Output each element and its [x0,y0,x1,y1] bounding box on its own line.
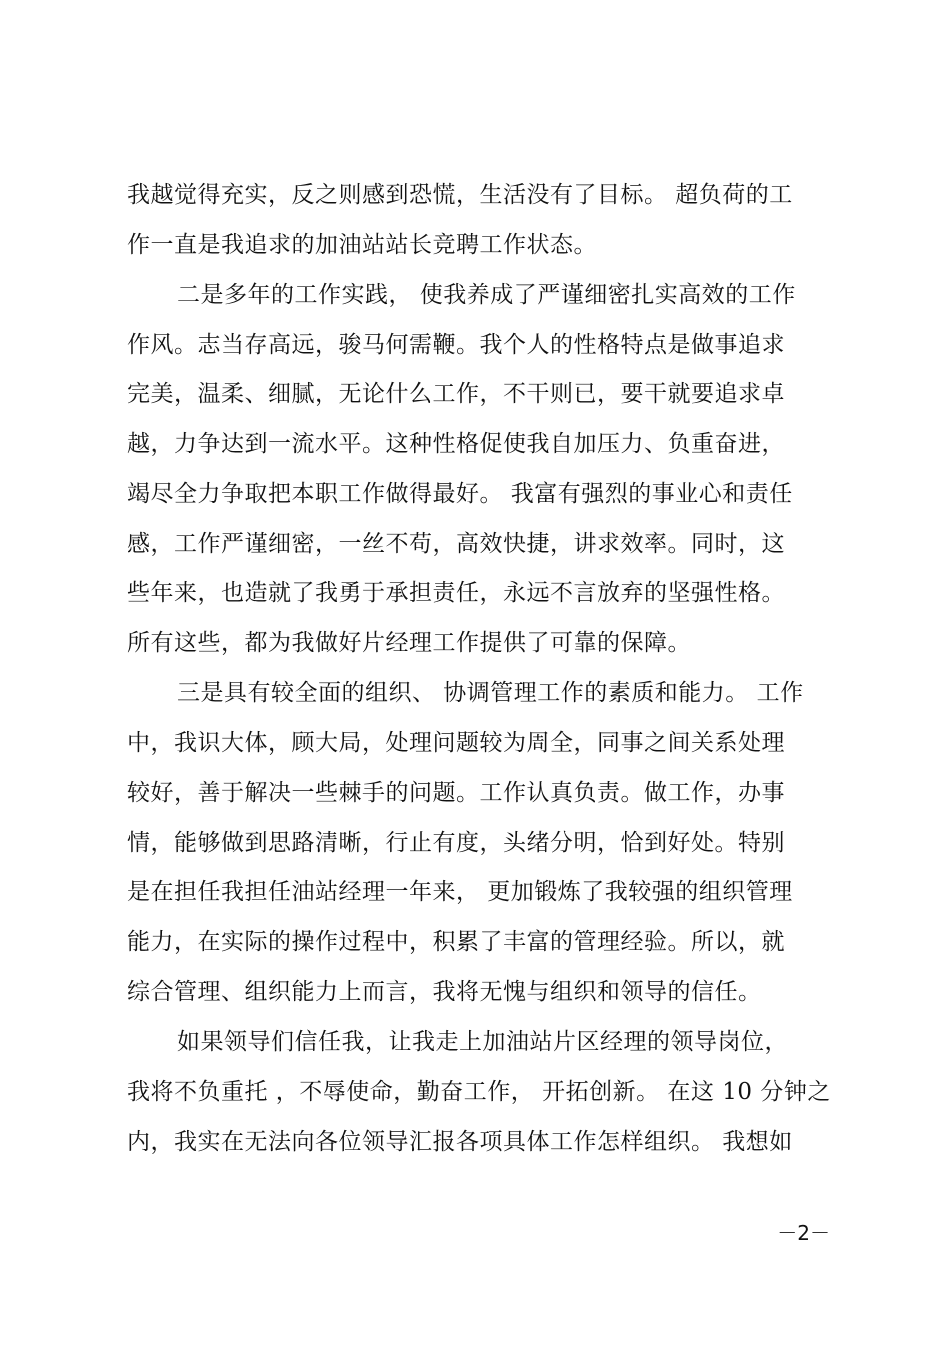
text-line: 作一直是我追求的加油站站长竞聘工作状态。 [127,232,597,258]
text-line: 所有这些，都为我做好片经理工作提供了可靠的保障。 [127,630,691,656]
paragraph-start-line: 二是多年的工作实践， 使我养成了严谨细密扎实高效的工作 [177,282,796,308]
text-line: 感，工作严谨细密，一丝不苟，高效快捷，讲求效率。同时，这 [127,531,785,557]
text-line: 情，能够做到思路清晰，行止有度，头绪分明，恰到好处。特别 [127,830,785,856]
text-line: 完美，温柔、细腻，无论什么工作，不干则已，要干就要追求卓 [127,381,785,407]
text-line: 竭尽全力争取把本职工作做得最好。 我富有强烈的事业心和责任 [127,481,793,507]
text-line: 我将不负重托 ，不辱使命，勤奋工作， 开拓创新。 在这 10 分钟之 [127,1079,831,1105]
text-line: 是在担任我担任油站经理一年来， 更加锻炼了我较强的组织管理 [127,879,793,905]
text-line: 些年来，也造就了我勇于承担责任，永远不言放弃的坚强性格。 [127,580,785,606]
text-line: 我越觉得充实，反之则感到恐慌，生活没有了目标。 超负荷的工 [127,182,793,208]
text-line: 中，我识大体，顾大局，处理问题较为周全，同事之间关系处理 [127,730,785,756]
paragraph-start-line: 如果领导们信任我，让我走上加油站片区经理的领导岗位， [177,1029,788,1055]
text-line: 作风。志当存高远，骏马何需鞭。我个人的性格特点是做事追求 [127,332,785,358]
text-line: 越，力争达到一流水平。这种性格促使我自加压力、负重奋进， [127,431,785,457]
page-number: －2－ [777,1221,830,1245]
text-line: 能力，在实际的操作过程中，积累了丰富的管理经验。所以，就 [127,929,785,955]
text-line: 综合管理、组织能力上而言，我将无愧与组织和领导的信任。 [127,979,762,1005]
text-line: 较好，善于解决一些棘手的问题。工作认真负责。做工作，办事 [127,780,785,806]
paragraph-start-line: 三是具有较全面的组织、 协调管理工作的素质和能力。 工作 [177,680,804,706]
text-line: 内，我实在无法向各位领导汇报各项具体工作怎样组织。 我想如 [127,1129,793,1155]
